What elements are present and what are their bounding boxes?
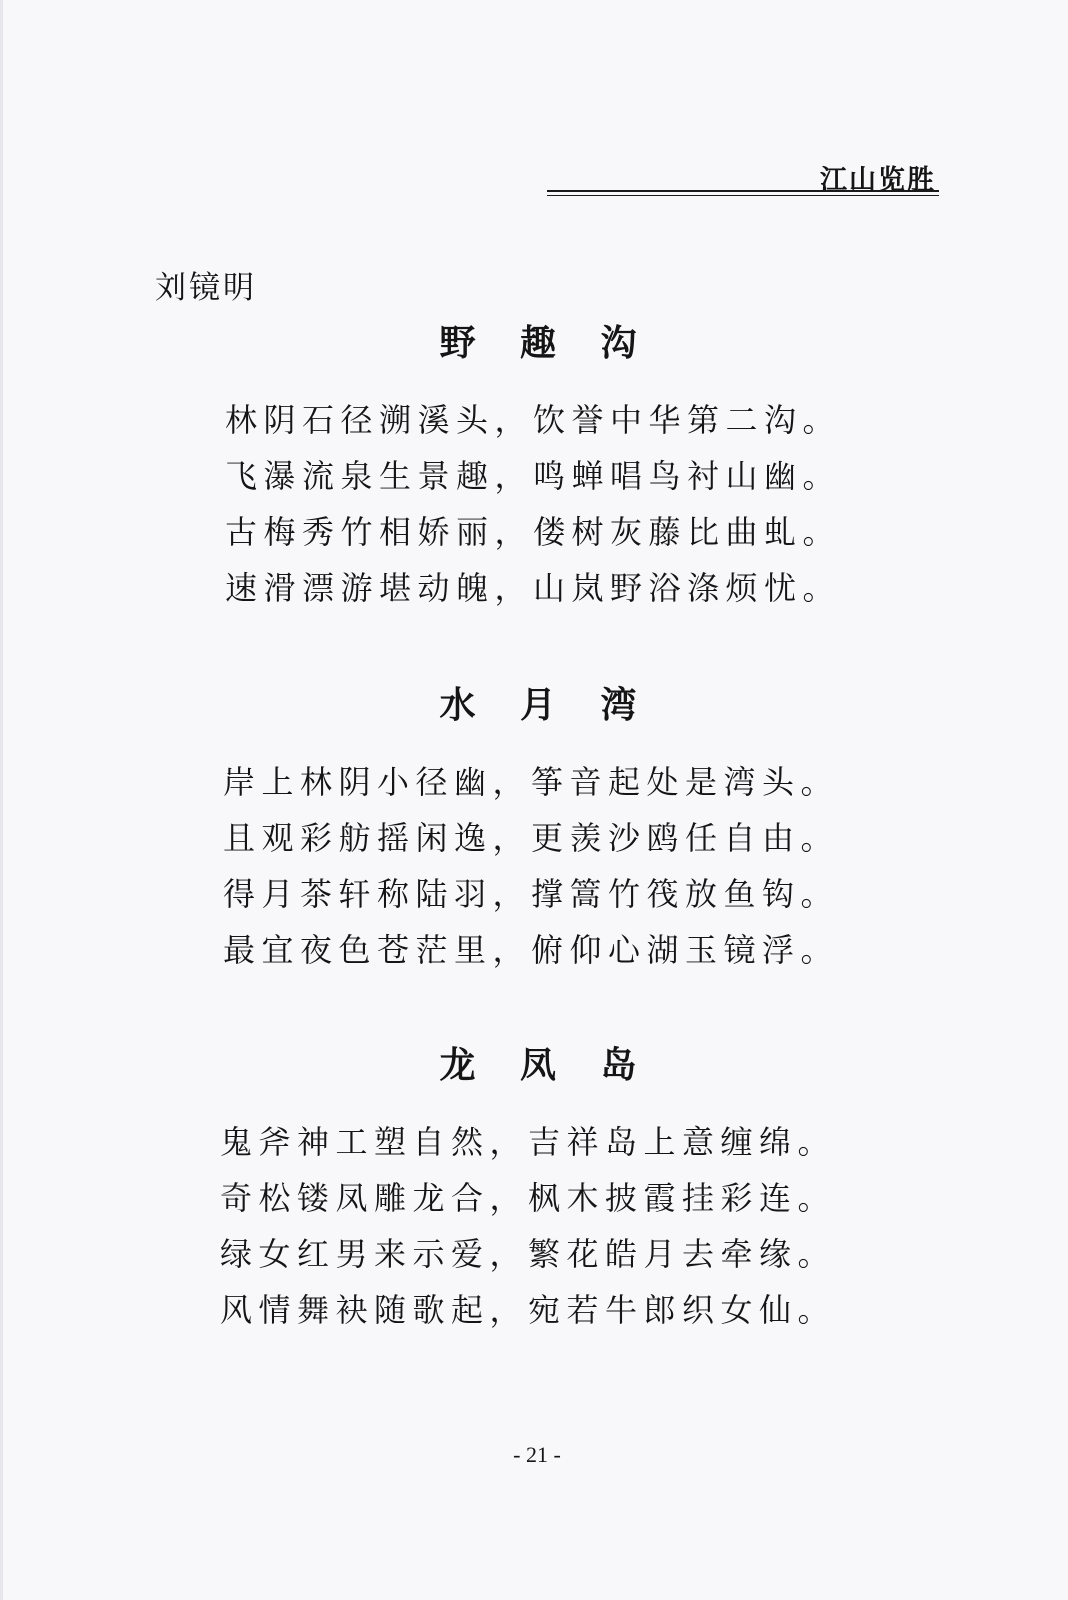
poem-2: [3, 676, 1068, 978]
poem-1: [3, 314, 1068, 616]
poem-3: [3, 1036, 1068, 1338]
poem-line: 绿女红男来示爱，繁花皓月去牵缘。: [220, 1235, 837, 1273]
poem-line: 风情舞袂随歌起，宛若牛郎织女仙。: [220, 1291, 837, 1329]
poem-line: 岸上林阴小径幽，筝音起处是湾头。: [223, 763, 840, 801]
poem-line: 飞瀑流泉生景趣，鸣蝉唱鸟衬山幽。: [225, 457, 842, 495]
page-number: - 21 -: [513, 1442, 561, 1467]
poem-line: 古梅秀竹相娇丽，偻树灰藤比曲虬。: [225, 513, 842, 551]
poem-lines: [3, 754, 1068, 978]
poem-lines: [3, 392, 1068, 616]
poem-lines: [3, 1114, 1068, 1338]
poem-line: 林阴石径溯溪头，饮誉中华第二沟。: [225, 401, 842, 439]
poem-line: 且观彩舫摇闲逸，更羡沙鸥任自由。: [223, 819, 840, 857]
poem-line: 速滑漂游堪动魄，山岚野浴涤烦忧。: [225, 569, 842, 607]
section-header-title: 江山览胜: [820, 165, 936, 196]
poem-line: 奇松镂凤雕龙合，枫木披霞挂彩连。: [220, 1179, 837, 1217]
poem-line: 鬼斧神工塑自然，吉祥岛上意缠绵。: [220, 1123, 837, 1161]
header-rule: [547, 190, 939, 196]
poem-title: 龙 凤 岛: [439, 1045, 653, 1086]
poem-title: 水 月 湾: [439, 685, 653, 726]
poem-title: 野 趣 沟: [439, 323, 653, 364]
poem-line: 最宜夜色苍茫里，俯仰心湖玉镜浮。: [223, 931, 840, 969]
poem-line: 得月茶轩称陆羽，撑篙竹筏放鱼钩。: [223, 875, 840, 913]
author-name: 刘镜明: [155, 270, 257, 306]
